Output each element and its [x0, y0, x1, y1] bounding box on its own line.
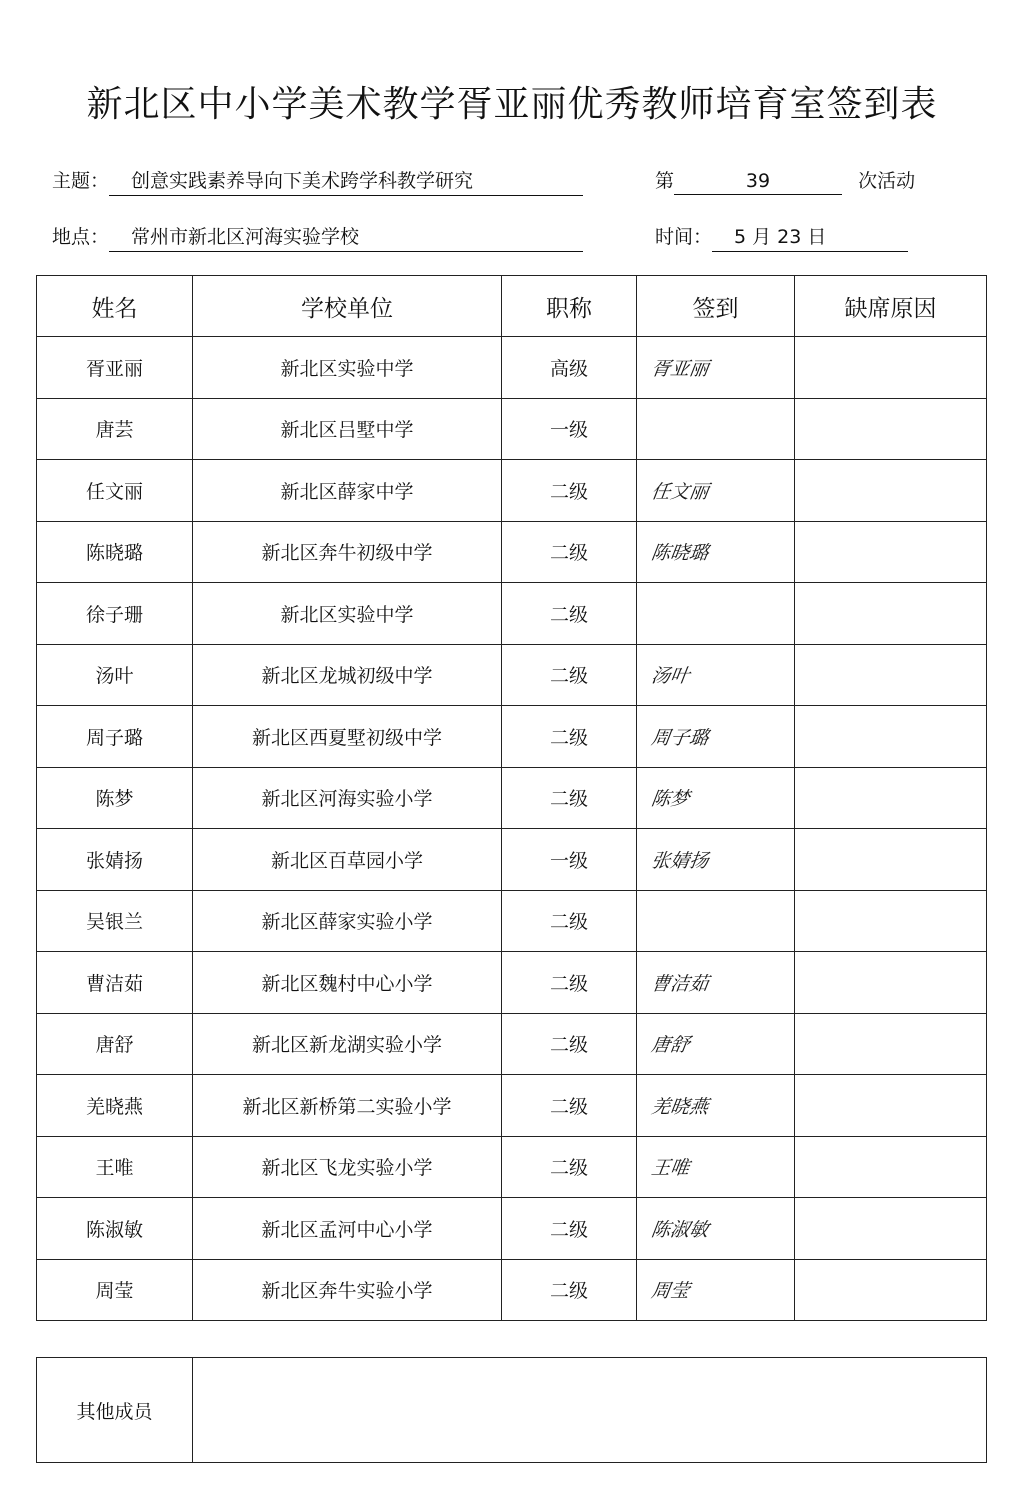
- theme-label: 主题：: [52, 170, 110, 192]
- cell-title: 二级: [502, 521, 637, 583]
- cell-signature: [632, 398, 799, 460]
- cell-absence-reason: [795, 1013, 987, 1075]
- cell-school: 新北区西夏墅初级中学: [193, 706, 502, 768]
- cell-school: 新北区龙城初级中学: [193, 644, 502, 706]
- cell-name: 陈梦: [37, 767, 193, 829]
- table-header-row: [37, 276, 987, 337]
- sign-in-table: [36, 275, 987, 1321]
- cell-absence-reason: [795, 890, 987, 952]
- cell-school: 新北区百草园小学: [193, 829, 502, 891]
- cell-school: 新北区新龙湖实验小学: [193, 1013, 502, 1075]
- cell-title: 二级: [502, 1198, 637, 1260]
- cell-title: 二级: [502, 1259, 637, 1321]
- cell-absence-reason: [795, 829, 987, 891]
- time-line: [655, 222, 908, 252]
- table-row: [37, 1013, 987, 1075]
- cell-signature: [632, 583, 799, 645]
- header-absence-reason: 缺席原因: [795, 276, 987, 337]
- session-line: [655, 166, 915, 195]
- header-name: 姓名: [37, 276, 193, 337]
- cell-name: 胥亚丽: [37, 337, 193, 399]
- location-line: [52, 222, 583, 252]
- cell-title: 二级: [502, 767, 637, 829]
- cell-school: 新北区实验中学: [193, 337, 502, 399]
- table-row: [37, 952, 987, 1014]
- cell-absence-reason: [795, 583, 987, 645]
- cell-signature: 陈淑敏: [632, 1198, 799, 1260]
- cell-absence-reason: [795, 521, 987, 583]
- cell-title: 二级: [502, 1136, 637, 1198]
- cell-name: 陈晓璐: [37, 521, 193, 583]
- session-number: 39: [674, 170, 842, 195]
- cell-absence-reason: [795, 1198, 987, 1260]
- cell-name: 任文丽: [37, 460, 193, 522]
- table-row: [37, 337, 987, 399]
- header-signature: 签到: [637, 276, 795, 337]
- cell-absence-reason: [795, 767, 987, 829]
- other-members-row: [37, 1358, 987, 1463]
- cell-absence-reason: [795, 460, 987, 522]
- theme-value: 创意实践素养导向下美术跨学科教学研究: [109, 166, 583, 196]
- cell-absence-reason: [795, 1136, 987, 1198]
- cell-name: 周子璐: [37, 706, 193, 768]
- page-title: 新北区中小学美术教学胥亚丽优秀教师培育室签到表: [86, 84, 938, 125]
- header-school: 学校单位: [193, 276, 502, 337]
- table-row: [37, 1136, 987, 1198]
- cell-school: 新北区薛家实验小学: [193, 890, 502, 952]
- cell-school: 新北区奔牛初级中学: [193, 521, 502, 583]
- table-row: [37, 521, 987, 583]
- cell-title: 高级: [502, 337, 637, 399]
- cell-signature: 曹洁茹: [632, 952, 799, 1014]
- cell-name: 陈淑敏: [37, 1198, 193, 1260]
- cell-name: 唐舒: [37, 1013, 193, 1075]
- location-value: 常州市新北区河海实验学校: [109, 222, 583, 252]
- table-row: [37, 644, 987, 706]
- cell-title: 一级: [502, 398, 637, 460]
- session-suffix: 次活动: [858, 170, 916, 192]
- cell-signature: 张婧扬: [632, 829, 799, 891]
- cell-title: 二级: [502, 952, 637, 1014]
- cell-name: 羌晓燕: [37, 1075, 193, 1137]
- cell-name: 张婧扬: [37, 829, 193, 891]
- other-members-table: [36, 1357, 987, 1463]
- cell-absence-reason: [795, 952, 987, 1014]
- cell-school: 新北区吕墅中学: [193, 398, 502, 460]
- cell-school: 新北区奔牛实验小学: [193, 1259, 502, 1321]
- cell-name: 徐子珊: [37, 583, 193, 645]
- cell-absence-reason: [795, 1259, 987, 1321]
- cell-signature: 汤叶: [632, 644, 799, 706]
- cell-name: 王唯: [37, 1136, 193, 1198]
- cell-school: 新北区实验中学: [193, 583, 502, 645]
- table-row: [37, 829, 987, 891]
- cell-title: 二级: [502, 890, 637, 952]
- cell-school: 新北区魏村中心小学: [193, 952, 502, 1014]
- other-members-value: [193, 1358, 987, 1463]
- table-row: [37, 890, 987, 952]
- cell-signature: 羌晓燕: [632, 1075, 799, 1137]
- table-row: [37, 460, 987, 522]
- time-label: 时间：: [655, 226, 713, 248]
- cell-absence-reason: [795, 337, 987, 399]
- cell-school: 新北区薛家中学: [193, 460, 502, 522]
- cell-title: 二级: [502, 1075, 637, 1137]
- cell-title: 一级: [502, 829, 637, 891]
- table-row: [37, 1198, 987, 1260]
- cell-name: 唐芸: [37, 398, 193, 460]
- cell-signature: 唐舒: [632, 1013, 799, 1075]
- cell-title: 二级: [502, 583, 637, 645]
- session-prefix: 第: [655, 170, 675, 192]
- other-members-label: 其他成员: [37, 1358, 193, 1463]
- header-title: 职称: [502, 276, 637, 337]
- cell-signature: 陈梦: [632, 767, 799, 829]
- cell-signature: [632, 890, 799, 952]
- theme-line: [52, 166, 583, 196]
- cell-signature: 任文丽: [632, 460, 799, 522]
- cell-signature: 周莹: [632, 1259, 799, 1321]
- cell-signature: 胥亚丽: [632, 337, 799, 399]
- cell-school: 新北区新桥第二实验小学: [193, 1075, 502, 1137]
- cell-signature: 陈晓璐: [632, 521, 799, 583]
- table-row: [37, 767, 987, 829]
- cell-school: 新北区孟河中心小学: [193, 1198, 502, 1260]
- location-label: 地点：: [52, 226, 110, 248]
- cell-absence-reason: [795, 644, 987, 706]
- table-row: [37, 1075, 987, 1137]
- table-row: [37, 1259, 987, 1321]
- cell-name: 曹洁茹: [37, 952, 193, 1014]
- cell-name: 汤叶: [37, 644, 193, 706]
- time-value: 5 月 23 日: [712, 222, 908, 252]
- cell-school: 新北区飞龙实验小学: [193, 1136, 502, 1198]
- cell-name: 吴银兰: [37, 890, 193, 952]
- table-row: [37, 398, 987, 460]
- table-row: [37, 706, 987, 768]
- table-row: [37, 583, 987, 645]
- cell-title: 二级: [502, 460, 637, 522]
- cell-name: 周莹: [37, 1259, 193, 1321]
- cell-title: 二级: [502, 1013, 637, 1075]
- cell-title: 二级: [502, 706, 637, 768]
- cell-absence-reason: [795, 1075, 987, 1137]
- cell-signature: 周子璐: [632, 706, 799, 768]
- cell-school: 新北区河海实验小学: [193, 767, 502, 829]
- cell-absence-reason: [795, 706, 987, 768]
- cell-signature: 王唯: [632, 1136, 799, 1198]
- cell-title: 二级: [502, 644, 637, 706]
- cell-absence-reason: [795, 398, 987, 460]
